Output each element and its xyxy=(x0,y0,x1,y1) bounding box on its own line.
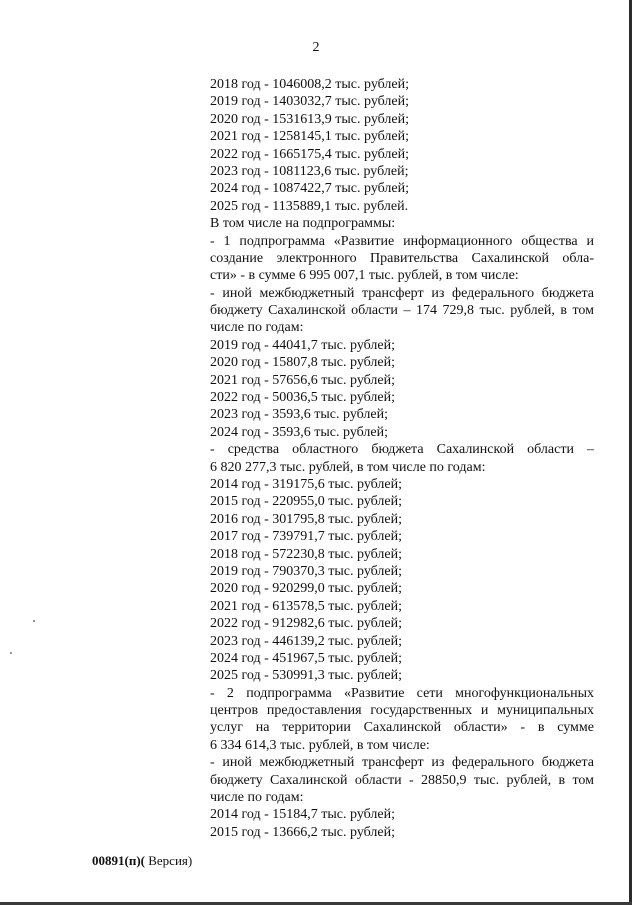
text-line: 2017 год - 739791,7 тыс. рублей; xyxy=(210,529,403,545)
text-line: услуг на территории Сахалинской области» - в сумме xyxy=(210,720,594,736)
text-line: 2020 год - 920299,0 тыс. рублей; xyxy=(210,581,403,597)
text-line: сти» - в сумме 6 995 007,1 тыс. рублей, в том числе: xyxy=(210,268,519,284)
text-line: 2024 год - 1087422,7 тыс. рублей; xyxy=(210,181,410,197)
footer-version: Версия) xyxy=(144,853,193,868)
text-line: 2020 год - 15807,8 тыс. рублей; xyxy=(210,355,396,371)
text-line: 2023 год - 446139,2 тыс. рублей; xyxy=(210,633,403,649)
text-line: числе по годам: xyxy=(210,790,304,806)
text-line: числе по годам: xyxy=(210,320,304,336)
text-line: 2022 год - 50036,5 тыс. рублей; xyxy=(210,390,396,406)
text-line: 2019 год - 1403032,7 тыс. рублей; xyxy=(210,94,410,110)
text-line: 2024 год - 3593,6 тыс. рублей; xyxy=(210,424,389,440)
text-line: 2022 год - 1665175,4 тыс. рублей; xyxy=(210,146,410,162)
text-line: бюджету Сахалинской области – 174 729,8 тыс. рублей, в том xyxy=(210,303,594,319)
text-line: 2020 год - 1531613,9 тыс. рублей; xyxy=(210,111,410,127)
text-line: - иной межбюджетный трансферт из федерального бюджета xyxy=(210,755,594,771)
text-line: 2015 год - 220955,0 тыс. рублей; xyxy=(210,494,403,510)
text-line: 2021 год - 1258145,1 тыс. рублей; xyxy=(210,129,410,145)
text-line: 2023 год - 3593,6 тыс. рублей; xyxy=(210,407,389,423)
footer-code: 00891(п)( xyxy=(92,853,145,868)
text-line: 2014 год - 319175,6 тыс. рублей; xyxy=(210,476,403,492)
document-body xyxy=(210,76,594,841)
text-line: 2024 год - 451967,5 тыс. рублей; xyxy=(210,650,403,666)
text-line: 2021 год - 57656,6 тыс. рублей; xyxy=(210,372,396,388)
text-line: 2023 год - 1081123,6 тыс. рублей; xyxy=(210,163,409,179)
text-line: 2021 год - 613578,5 тыс. рублей; xyxy=(210,598,403,614)
text-line: создание электронного Правительства Сахалинской обла- xyxy=(210,250,594,266)
text-line: - иной межбюджетный трансферт из федерального бюджета xyxy=(210,285,594,301)
text-line: бюджету Сахалинской области - 28850,9 тыс. рублей, в том xyxy=(210,772,594,788)
text-line: 6 820 277,3 тыс. рублей, в том числе по годам: xyxy=(210,459,486,475)
text-line: 2025 год - 530991,3 тыс. рублей; xyxy=(210,668,403,684)
text-line: - 2 подпрограмма «Развитие сети многофункциональных xyxy=(210,685,594,701)
text-line: центров предоставления государственных и муниципальных xyxy=(210,703,594,719)
text-line: - средства областного бюджета Сахалинской области – xyxy=(210,442,594,458)
text-line: В том числе на подпрограммы: xyxy=(210,216,396,232)
text-line: 2018 год - 572230,8 тыс. рублей; xyxy=(210,546,403,562)
document-footer xyxy=(92,853,192,869)
text-line: 2019 год - 44041,7 тыс. рублей; xyxy=(210,337,396,353)
text-line: - 1 подпрограмма «Развитие информационного общества и xyxy=(210,233,594,249)
text-line: 2025 год - 1135889,1 тыс. рублей. xyxy=(210,198,409,214)
text-line: 2022 год - 912982,6 тыс. рублей; xyxy=(210,616,403,632)
text-line: 2019 год - 790370,3 тыс. рублей; xyxy=(210,563,403,579)
scan-speck xyxy=(33,620,35,622)
text-line: 2014 год - 15184,7 тыс. рублей; xyxy=(210,807,396,823)
scan-speck xyxy=(10,652,12,654)
text-line: 2015 год - 13666,2 тыс. рублей; xyxy=(210,824,396,840)
text-line: 2018 год - 1046008,2 тыс. рублей; xyxy=(210,77,410,92)
text-line: 2016 год - 301795,8 тыс. рублей; xyxy=(210,511,403,527)
page-number: 2 xyxy=(312,40,320,55)
text-line: 6 334 614,3 тыс. рублей, в том числе: xyxy=(210,737,430,753)
